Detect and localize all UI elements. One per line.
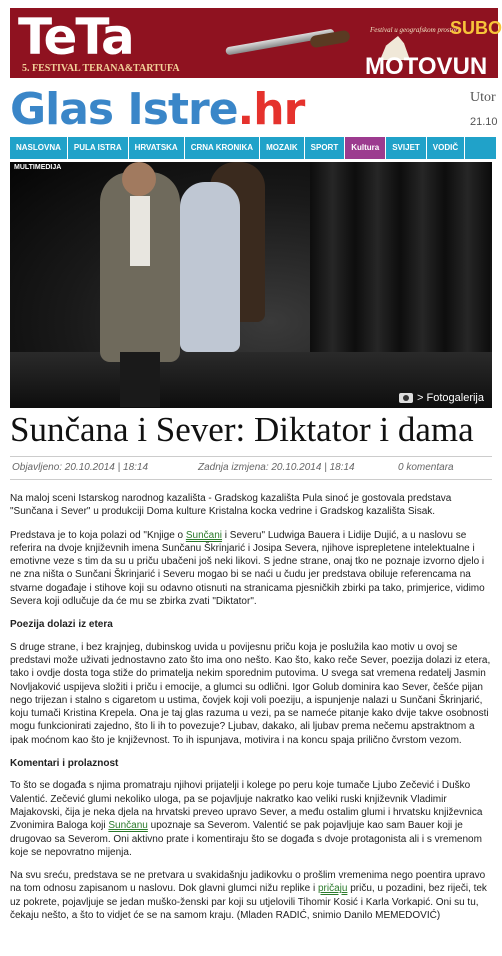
header-date: 21.10 (470, 116, 498, 128)
banner-date: 25. (365, 81, 399, 108)
nav-mozaik[interactable]: MOZAIK (260, 137, 305, 159)
inline-link[interactable]: pričaju (317, 883, 348, 895)
article-photo[interactable] (10, 162, 492, 408)
article-subheading: Poezija dolazi iz etera (10, 619, 113, 631)
nav-kultura[interactable]: Kultura (345, 137, 386, 159)
nav-pula-istra[interactable]: PULA ISTRA (68, 137, 129, 159)
banner-place: MOTOVUN 25. (365, 53, 488, 108)
article-paragraph: To što se događa s njima promatraju njihovi prijatelji i kolege po peru koje tumače Ljubo Zečević i Duško Valentić. Zečević glumi nekoliko uloga, pa se pojavljuje nakratko kao veliki ruski književnik Vladimir Majakovski, čija je neka djela na hrvatski preveo upravo Sever, a među ostalim glumi i hrvatsku književnica Zvonimira Baloga koji Sunčanu upoznaje sa Severom. Valentić se pak pojavljuje kao sam Bauer koji je drugovao sa Severom. Oni aktivno prate i komentiraju što se događa s dvoje protagonista ali i s vremenom koje se nepovratno mijenja. (10, 780, 483, 858)
article-subheading: Komentari i prolaznost (10, 758, 119, 770)
nav-vodic[interactable]: VODIČ (427, 137, 465, 159)
photo-curtain (400, 162, 490, 362)
inline-link[interactable]: Sunčanu (108, 820, 148, 832)
photo-actor (180, 182, 240, 352)
photo-actor-shirt (130, 196, 150, 266)
comments-count[interactable]: 0 komentara (398, 462, 454, 473)
banner-festival: 5. FESTIVAL TERANA&TARTUFA (22, 63, 180, 74)
header-date-day: Utor (470, 90, 496, 105)
published-date: Objavljeno: 20.10.2014 | 18:14 (12, 462, 149, 473)
article-paragraph: Na maloj sceni Istarskog narodnog kazališta - Gradskog kazališta Pula sinoć je gostovala predstava "Sunčana i Sever" u produkciji Doma kulture Kristalna kocka vedrine i Gradskog kazališta Sisak. (10, 493, 452, 518)
article-paragraph: Predstava je to koja polazi od "Knjige o Sunčani i Severu" Ludwiga Bauera i Lidije Dujić, a u naslovu se referira na dvoje književnih imena Sunčanu Škrinjarić i Josipa Severa, njihove isprepletene intelektualne i emotivne veze s tim da su u priču ubačeni još neki likovi. S jedne strane, onaj tko ne poznaje izvorno djelo i ne zna ništa o Sunčani Škrinjarić i Severu mogao bi se naći u čudu jer predstava obiluje referencama na stvarne događaje i stihove koji su odavno otisnuti na stranicama pjesničkih zbirki pa tako, primjerice, vidimo Severa koji odlučuje da će mu se zbirka zvati "Diktator". (10, 529, 485, 608)
nav-sport[interactable]: SPORT (305, 137, 346, 159)
banner-day: SUBO (450, 18, 502, 38)
article-title: Sunčana i Sever: Diktator i dama (10, 410, 474, 449)
article-paragraph: S druge strane, i bez krajnjeg, dubinskog uvida u povijesnu priču koja je poslužila kao motiv u ovoj se predstavi može uživati jednostavno zato što ima ono nešto. Kao što, kako reče Sever, poezija dolazi iz etera, tako i ovdje dosta toga stiže do primatelja nekim sporednim putovima. U svega sat vremena redatelj Jasmin Novljaković uspijeva složiti i priču i emocije, a glumci su odlični. Igor Golub dominira kao Sever, češće pijan nego trijezan i stalno s cigaretom u ustima, čovjek koji voli poeziju, a ispunjenje nalazi u Sunčani Škrinjarić, koju tumači Kristina Krepela. Ona je taj glas razuma u vezi, pa se nameće pitanje kako dvije takve osobnosti mogu funkcionirati zajedno, što li ih to povezuje? Ljubav, dakako, ali ljubav prema nečemu apstraktnom a ipak moćnom kao što je književnost. To ih ispunjava, motivira i na koncu spaja prilično čvrstom vezom. (10, 641, 491, 746)
article-paragraph: Na svu sreću, predstava se ne pretvara u svakidašnju jadikovku o prošlim vremenima nego poentira upravo na tom odnosu zapisanom u naslovu. Dok glavni glumci nižu replike i pričaju priču, u pozadini, bez riječi, tek uz pokrete, pojavljuje se jedan muško-ženski par koji su utjelovili Tihomir Kosić i Karla Vorkapić. Oni su tu, čekaju nešto, a što to vidjet će se na samom kraju. (Mladen RADIĆ, snimio Danilo MEMEDOVIĆ) (10, 870, 487, 922)
multimedia-label: MULTIMEDIJA (14, 164, 62, 171)
nav-naslovna[interactable]: NASLOVNA (10, 137, 68, 159)
photo-gallery-link[interactable] (399, 392, 484, 404)
photo-gallery-label: > Fotogalerija (417, 392, 484, 404)
nav-crna-kronika[interactable]: CRNA KRONIKA (185, 137, 260, 159)
inline-link[interactable]: Sunčani (185, 529, 223, 541)
nav-hrvatska[interactable]: HRVATSKA (129, 137, 185, 159)
photo-curtain (310, 162, 400, 362)
banner-brand: TeTa (18, 8, 133, 66)
article-body (10, 492, 492, 932)
camera-icon (399, 393, 413, 403)
banner-subtitle: Festival u geografskom prostoru (370, 26, 462, 34)
nav-svijet[interactable]: SVIJET (386, 137, 427, 159)
modified-date: Zadnja izmjena: 20.10.2014 | 18:14 (198, 462, 355, 473)
photo-actor-legs (120, 352, 160, 407)
main-nav (10, 137, 496, 159)
photo-actor-head (122, 162, 156, 196)
site-logo-domain: .hr (237, 84, 305, 135)
site-logo[interactable]: Glas Istre.hr (10, 84, 305, 135)
